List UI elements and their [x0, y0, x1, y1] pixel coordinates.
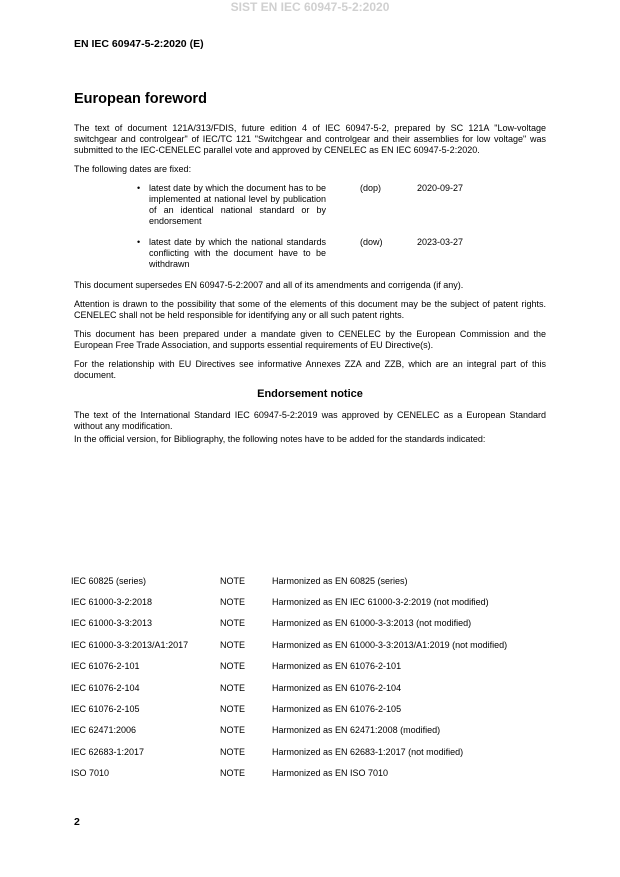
standard-cell: IEC 61076-2-105	[71, 704, 140, 715]
bullet-icon: •	[137, 183, 141, 193]
table-row	[71, 570, 551, 591]
note-label-cell: NOTE	[220, 618, 246, 629]
note-label-cell: NOTE	[220, 682, 246, 693]
standard-cell: ISO 7010	[71, 768, 110, 779]
mandate-paragraph: This document has been prepared under a mandate given to CENELEC by the European Commission and the European Free Trade Association, and supports essential requirements of EU Directive(s).	[74, 329, 546, 350]
standard-cell: IEC 61000-3-3:2013/A1:2017	[71, 639, 189, 650]
bullet-icon: •	[137, 237, 141, 247]
date-row-dow	[74, 237, 546, 270]
table-row	[71, 613, 551, 634]
table-row	[71, 656, 551, 677]
watermark: SIST EN IEC 60947-5-2:2020	[230, 0, 390, 14]
note-label-cell: NOTE	[220, 704, 246, 715]
harmonized-cell: Harmonized as EN 62683-1:2017 (not modified)	[272, 746, 464, 757]
table-row	[71, 591, 551, 612]
endorsement-text: The text of the International Standard IEC 60947-5-2:2019 was approved by CENELEC as a European Standard without any modification.	[74, 410, 546, 431]
harmonized-cell: Harmonized as EN 61076-2-104	[272, 682, 402, 693]
bibliography-notes-intro: In the official version, for Bibliography, the following notes have to be added for the standards indicated:	[74, 434, 486, 444]
date-value: 2020-09-27	[417, 183, 464, 193]
date-code: (dow)	[360, 237, 383, 247]
bibliography-notes-table	[71, 570, 551, 784]
standard-cell: IEC 62683-1:2017	[71, 746, 145, 757]
table-row	[71, 720, 551, 741]
document-id-header: EN IEC 60947-5-2:2020 (E)	[74, 38, 204, 50]
harmonized-cell: Harmonized as EN 61000-3-3:2013 (not modified)	[272, 618, 472, 629]
table-row	[71, 677, 551, 698]
standard-cell: IEC 61076-2-104	[71, 682, 140, 693]
note-label-cell: NOTE	[220, 746, 246, 757]
note-label-cell: NOTE	[220, 639, 246, 650]
table-row	[71, 634, 551, 655]
date-description: latest date by which the document has to be implemented at national level by publication of an identical national standard or by endorsement	[149, 183, 326, 226]
patents-paragraph: Attention is drawn to the possibility that some of the elements of this document may be the subject of patent rights. CENELEC shall not be held responsible for identifying any or all such patent rights.	[74, 299, 546, 320]
endorsement-heading: Endorsement notice	[257, 388, 363, 400]
supersedes-paragraph: This document supersedes EN 60947-5-2:2007 and all of its amendments and corrigenda (if any).	[74, 280, 464, 290]
page-number: 2	[74, 816, 80, 828]
note-label-cell: NOTE	[220, 597, 246, 608]
section-title: European foreword	[74, 91, 207, 107]
date-row-dop	[74, 183, 546, 227]
harmonized-cell: Harmonized as EN 61076-2-101	[272, 661, 402, 672]
standard-cell: IEC 62471:2006	[71, 725, 137, 736]
date-description: latest date by which the national standards conflicting with the document have to be withdrawn	[149, 237, 326, 269]
standard-cell: IEC 61000-3-3:2013	[71, 618, 153, 629]
harmonized-cell: Harmonized as EN 62471:2008 (modified)	[272, 725, 441, 736]
dates-intro-paragraph: The following dates are fixed:	[74, 164, 192, 174]
standard-cell: IEC 60825 (series)	[71, 575, 147, 586]
note-label-cell: NOTE	[220, 661, 246, 672]
harmonized-cell: Harmonized as EN 60825 (series)	[272, 575, 408, 586]
table-row	[71, 698, 551, 719]
date-value: 2023-03-27	[417, 237, 464, 247]
intro-paragraph: The text of document 121A/313/FDIS, future edition 4 of IEC 60947-5-2, prepared by SC 121A "Low-voltage switchgear and controlgear" of IEC/TC 121 "Switchgear and controlgear and their assemblies for low voltage" was submitted to the IEC-CENELEC parallel vote and approved by CENELEC as EN IEC 60947-5-2:2020.	[74, 123, 546, 155]
note-label-cell: NOTE	[220, 768, 246, 779]
note-label-cell: NOTE	[220, 575, 246, 586]
standard-cell: IEC 61000-3-2:2018	[71, 597, 153, 608]
note-label-cell: NOTE	[220, 725, 246, 736]
dates-list	[74, 183, 546, 270]
harmonized-cell: Harmonized as EN 61000-3-3:2013/A1:2019 (not modified)	[272, 639, 508, 650]
relationship-paragraph: For the relationship with EU Directives see informative Annexes ZZA and ZZB, which are an integral part of this document.	[74, 359, 546, 380]
table-row	[71, 763, 551, 784]
date-code: (dop)	[360, 183, 382, 193]
foreword-body	[74, 123, 546, 453]
standard-cell: IEC 61076-2-101	[71, 661, 140, 672]
harmonized-cell: Harmonized as EN IEC 61000-3-2:2019 (not modified)	[272, 597, 489, 608]
table-row	[71, 741, 551, 762]
harmonized-cell: Harmonized as EN 61076-2-105	[272, 704, 402, 715]
harmonized-cell: Harmonized as EN ISO 7010	[272, 768, 389, 779]
